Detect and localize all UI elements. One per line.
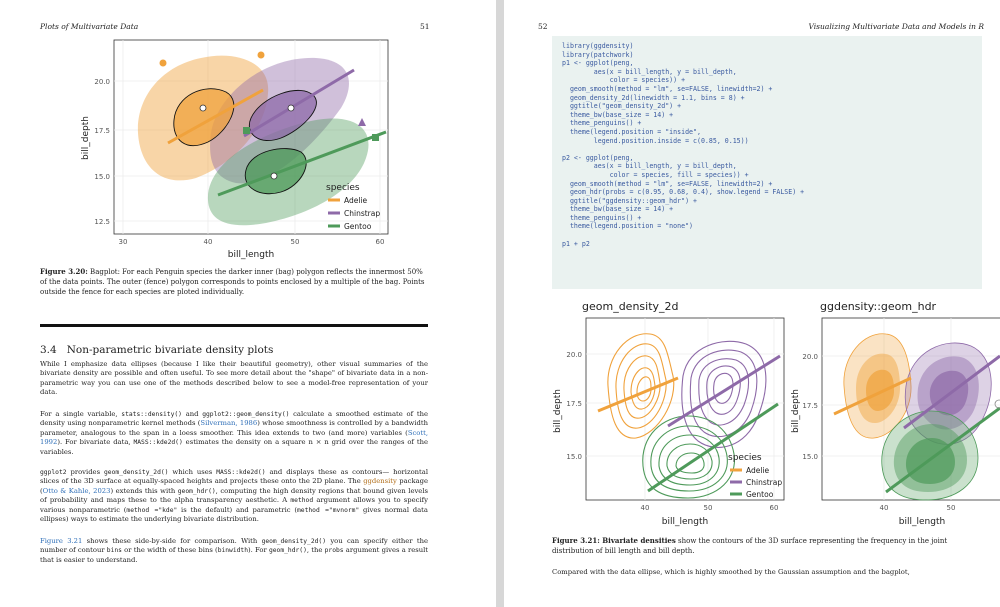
y-tick-label: 20.0 <box>566 351 582 359</box>
page-number-right: 52 <box>538 22 548 31</box>
caption-label: Figure 3.20: <box>40 267 88 276</box>
adelie-outlier <box>258 52 265 59</box>
x-tick-label: 40 <box>203 238 213 246</box>
legend-label-gentoo: Gentoo <box>344 222 372 231</box>
section-number: 3.4 <box>40 344 57 356</box>
running-head-left: Plots of Multivariate Data <box>40 22 139 31</box>
gentoo-outlier <box>243 127 250 134</box>
gentoo-outlier <box>372 134 379 141</box>
x-axis-title: bill_length <box>661 517 709 527</box>
x-axis-title: bill_length <box>898 517 946 527</box>
caption-label: Figure 3.21: <box>552 536 600 545</box>
y-tick-label: 20.0 <box>802 353 818 361</box>
x-tick-label: 60 <box>375 238 385 246</box>
y-tick-label: 17.5 <box>94 127 110 135</box>
y-tick-label: 15.0 <box>94 173 110 181</box>
legend-label-adelie: Adelie <box>746 466 770 475</box>
package-link[interactable]: ggdensity <box>363 477 397 486</box>
density-2d-figure <box>548 316 788 530</box>
citation-link[interactable]: Silverman, 1986 <box>200 419 258 428</box>
paragraph-2: For a single variable, stats::density() and ggplot2::geom_density() calculate a smoothed estimate of the density using nonparametric kernel methods (Silverman, 1986) whose smoothness is controlled by a bandwidth parameter, analogous to the span in a loess smoother. This idea extends to two (and more) variables (Scott, 1992). For bivariate data, MASS::kde2d() estimates the density on a square n × n grid over the ranges of the variables. <box>40 410 428 456</box>
y-tick-label: 20.0 <box>94 78 110 86</box>
paragraph-compared: Compared with the data ellipse, which is highly smoothed by the Gaussian assumption and the bagplot, <box>552 568 910 576</box>
legend-label-chinstrap: Chinstrap <box>344 209 381 218</box>
caption-text: show the contours of the 3D surface representing the frequency in the joint distribution of bill length and bill depth. <box>552 537 948 555</box>
legend-label-chinstrap: Chinstrap <box>746 478 783 487</box>
y-tick-label: 17.5 <box>566 400 582 408</box>
y-tick-label: 12.5 <box>94 218 110 226</box>
legend-title: species <box>326 183 360 193</box>
section-heading <box>40 344 273 356</box>
adelie-median <box>200 105 206 111</box>
section-title: Non-parametric bivariate density plots <box>66 344 274 356</box>
x-tick-label: 30 <box>118 238 128 246</box>
page-number-left: 51 <box>420 22 430 31</box>
x-tick-label: 50 <box>290 238 300 246</box>
x-tick-label: 60 <box>769 504 779 512</box>
citation-link[interactable]: Otto & Kahle, 2023 <box>42 486 111 495</box>
x-tick-label: 40 <box>879 504 889 512</box>
fig1-title: geom_density_2d <box>582 300 679 313</box>
x-tick-label: 50 <box>946 504 956 512</box>
chinstrap-median <box>288 105 294 111</box>
gentoo-median <box>271 173 277 179</box>
geom-hdr-figure <box>786 316 1000 530</box>
legend-label-adelie: Adelie <box>344 196 368 205</box>
x-tick-label: 50 <box>703 504 713 512</box>
section-rule <box>40 324 428 327</box>
adelie-outlier <box>160 60 167 67</box>
fig2-title: ggdensity::geom_hdr <box>820 300 937 313</box>
x-axis-title: bill_length <box>227 250 275 260</box>
legend-label-gentoo: Gentoo <box>746 490 774 499</box>
paragraph-4: Figure 3.21 shows these side-by-side for comparison. With geom_density_2d() you can specify either the number of contour bins or the width of these bins (binwidth). For geom_hdr(), the probs argument gives a result that is easier to understand. <box>40 537 429 564</box>
r-code-block: library(ggdensity) library(patchwork) p1 <- ggplot(peng, aes(x = bill_length, y = bill_depth, color = species)) + geom_smooth(method = "lm", se=FALSE, linewidth=2) + geom_density_2d(linewidth = 1.1, bins = 8) + ggtitle("geom_density_2d") + theme_bw(base_size = 14) + theme_penguins() + theme(legend.position = "inside", legend.position.inside = c(0.85, 0.15)) p2 <- ggplot(peng, aes(x = bill_length, y = bill_depth, color = species, fill = species)) + geom_smooth(method = "lm", se=FALSE, linewidth=2) + geom_hdr(probs = c(0.95, 0.68, 0.4), show.legend = FALSE) + ggtitle("ggdensity::geom_hdr") + theme_bw(base_size = 14) + theme_penguins() + theme(legend.position = "none") p1 + p2 <box>552 36 982 289</box>
figure-3-20-caption <box>40 267 430 297</box>
x-tick-label: 40 <box>640 504 650 512</box>
paragraph-1: While I emphasize data ellipses (because I like their beautiful geometry), other visual summaries of the bivariate density are possible and often useful. To see more detail about the "shape" of bivariate data in a non-parametric way you can use one of the methods described below to see a model-free representation of your data. <box>40 360 428 397</box>
y-tick-label: 17.5 <box>802 402 818 410</box>
bagplot-figure <box>76 38 396 264</box>
y-axis-title: bill_depth <box>791 389 801 433</box>
y-axis-title: bill_depth <box>81 116 91 160</box>
caption-text: Bagplot: For each Penguin species the darker inner (bag) polygon reflects the innermost 50% of the data points. The outer (fence) polygon corresponds to points enclosed by a multiple of the bag. Points outside the fence for each species are ploted individually. <box>40 268 425 296</box>
paragraph-3: ggplot2 provides geom_density_2d() which uses MASS::kde2d() and displays these as contours— horizontal slices of the 3D surface at equally-spaced heights and projects these onto the 2D plane. The ggdensity package (Otto & Kahle, 2023) extends this with geom_hdr(), computing the high density regions that bound given levels of probability and maps these to the alpha transparency aesthetic. A method argument allows you to specify various nonparametric (method ="kde" is the default) and parametric (method ="mvnorm" gives normal data ellipses) ways to estimate the underlying bivariate distribution. <box>40 468 428 524</box>
y-tick-label: 15.0 <box>802 453 818 461</box>
caption-bold: Bivariate densities <box>599 536 676 545</box>
figure-link[interactable]: Figure 3.21 <box>40 537 83 545</box>
running-head-right: Visualizing Multivariate Data and Models in R <box>808 22 984 31</box>
legend-title: species <box>728 453 762 463</box>
right-page <box>504 0 1000 607</box>
left-page <box>0 0 496 607</box>
citation-link[interactable]: Scott, 1992 <box>40 428 428 447</box>
figure-3-21-caption <box>552 536 982 556</box>
y-tick-label: 15.0 <box>566 453 582 461</box>
y-axis-title: bill_depth <box>553 389 563 433</box>
